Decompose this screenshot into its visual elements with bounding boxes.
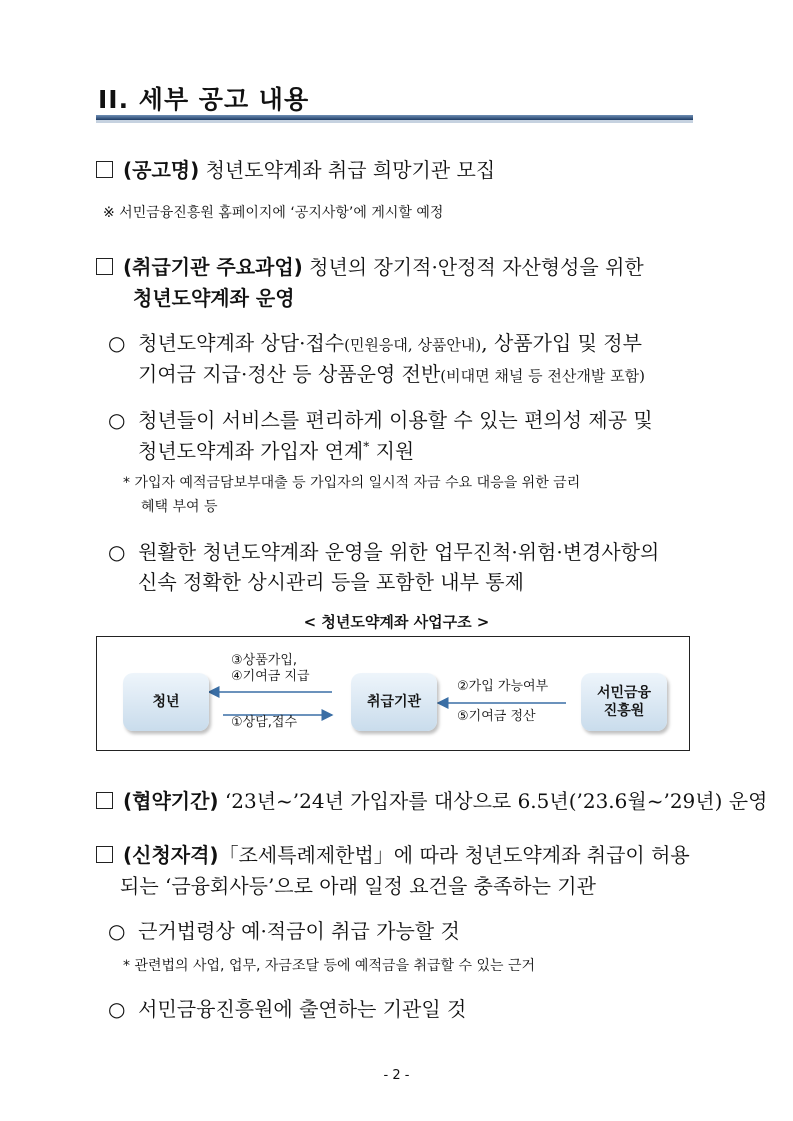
- tasks-footnote-line1: * 가입자 예적금담보부대출 등 가입자의 일시적 자금 수요 대응을 위한 금리: [123, 475, 581, 491]
- title-underline-shadow: [96, 120, 693, 123]
- tasks-bullet2-line2-text: 청년도약계좌 가입자 연계: [138, 439, 364, 463]
- tasks-bullet1-a: 청년도약계좌 상담·접수: [138, 331, 345, 355]
- checkbox-square-icon: [96, 161, 113, 178]
- period-text: ‘23년~’24년 가입자를 대상으로 6.5년(’23.6월~’29년) 운영: [218, 789, 768, 813]
- label-contribution-pay: ④기여금 지급: [231, 669, 310, 684]
- tasks-label: (취급기관 주요과업): [123, 255, 303, 279]
- tasks-bullet1-b: (민원응대, 상품안내): [344, 336, 482, 354]
- circle-bullet-icon: ○: [108, 997, 126, 1021]
- section-title: II. 세부 공고 내용: [98, 85, 310, 114]
- tasks-bullet2-line2-end: 지원: [369, 439, 415, 463]
- checkbox-square-icon: [96, 258, 113, 275]
- node-agency-line2: 진흥원: [603, 703, 645, 719]
- eligibility-item: [96, 839, 690, 868]
- tasks-bullet3-line2: 신속 정확한 상시관리 등을 포함한 내부 통제: [138, 570, 524, 594]
- eligibility-bullet1-text: 근거법령상 예·적금이 취급 가능할 것: [138, 919, 460, 943]
- tasks-footnote-line2: 혜택 부여 등: [141, 499, 218, 515]
- eligibility-label: (신청자격): [123, 843, 219, 867]
- eligibility-footnote: * 관련법의 사업, 업무, 자금조달 등에 예적금을 취급할 수 있는 근거: [123, 958, 536, 974]
- tasks-bullet1-line2: [138, 358, 645, 387]
- tasks-text-line2: 청년도약계좌 운영: [133, 286, 295, 310]
- footnote-mark: *: [363, 439, 370, 454]
- tasks-bullet1-line2-b: (비대면 채널 등 전산개발 포함): [440, 367, 645, 385]
- tasks-bullet1-c: , 상품가입 및 정부: [481, 331, 642, 355]
- business-structure-diagram: [96, 636, 690, 751]
- tasks-bullet2-text: 청년들이 서비스를 편리하게 이용할 수 있는 편의성 제공 및: [138, 408, 653, 432]
- eligibility-text-line1: 「조세특례제한법」에 따라 청년도약계좌 취급이 허용: [218, 843, 690, 867]
- page-number: - 2 -: [383, 1068, 410, 1083]
- tasks-bullet3-text: 원활한 청년도약계좌 운영을 위한 업무진척·위험·변경사항의: [138, 540, 660, 564]
- checkbox-square-icon: [96, 846, 113, 863]
- notice-name-item: [96, 154, 495, 183]
- tasks-text-line1: 청년의 장기적·안정적 자산형성을 위한: [302, 255, 644, 279]
- notice-name-text: 청년도약계좌 취급 희망기관 모집: [199, 158, 496, 182]
- notice-note: ※ 서민금융진흥원 홈페이지에 ‘공지사항’에 게시할 예정: [103, 205, 444, 221]
- circle-bullet-icon: ○: [108, 331, 126, 355]
- eligibility-bullet2-text: 서민금융진흥원에 출연하는 기관일 것: [138, 997, 467, 1021]
- checkbox-square-icon: [96, 792, 113, 809]
- period-label: (협약기간): [123, 789, 219, 813]
- label-settlement: ⑤기여금 정산: [457, 709, 536, 724]
- label-product-join: ③상품가입,: [231, 653, 298, 668]
- eligibility-text-line2: 되는 ‘금융회사등’으로 아래 일정 요건을 충족하는 기관: [120, 874, 596, 898]
- tasks-bullet3-line1: [108, 536, 659, 565]
- node-agency: [581, 673, 667, 731]
- node-institution: 취급기관: [351, 673, 437, 731]
- node-youth: 청년: [123, 673, 209, 731]
- eligibility-bullet1: [108, 915, 460, 944]
- circle-bullet-icon: ○: [108, 408, 126, 432]
- diagram-title: < 청년도약계좌 사업구조 >: [303, 613, 490, 631]
- period-item: [96, 785, 767, 814]
- label-eligibility: ②가입 가능여부: [457, 679, 549, 694]
- node-agency-line1: 서민금융: [596, 685, 652, 701]
- tasks-bullet2-line2: [138, 435, 414, 464]
- label-consult: ①상담,접수: [231, 715, 298, 730]
- tasks-bullet1-line2-a: 기여금 지급·정산 등 상품운영 전반: [138, 362, 441, 386]
- notice-name-label: (공고명): [123, 158, 200, 182]
- circle-bullet-icon: ○: [108, 540, 126, 564]
- tasks-bullet1-line1: [108, 327, 642, 356]
- tasks-bullet2-line1: [108, 404, 653, 433]
- tasks-item: [96, 251, 644, 280]
- circle-bullet-icon: ○: [108, 919, 126, 943]
- eligibility-bullet2: [108, 993, 466, 1022]
